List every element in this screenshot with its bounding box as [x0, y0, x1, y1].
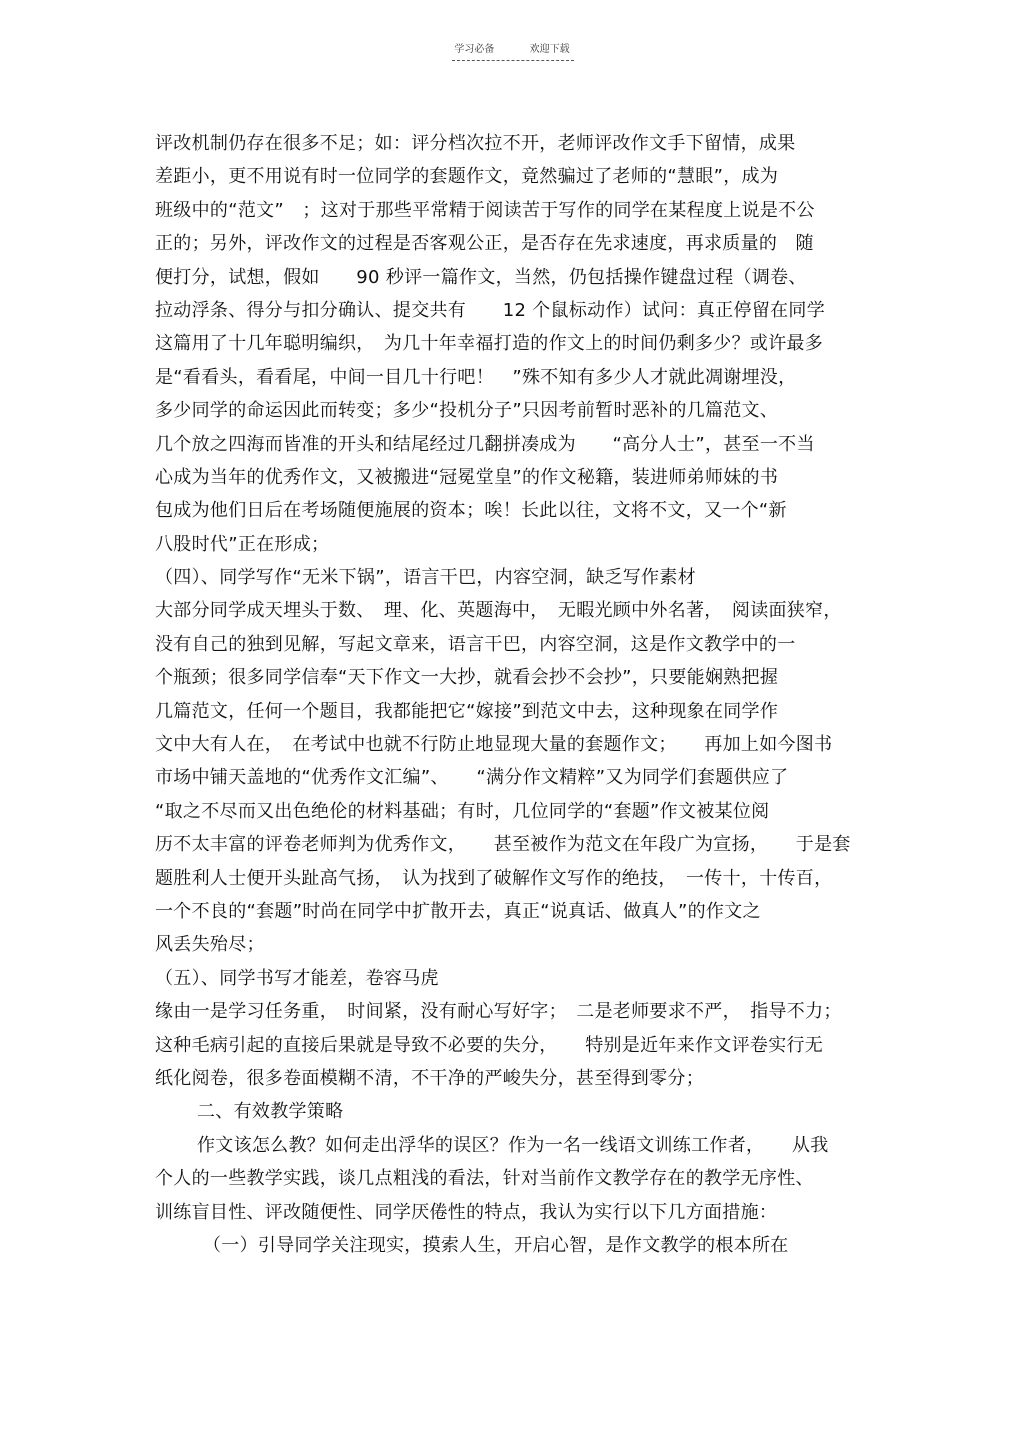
page-header: [0, 40, 1024, 55]
document-body: [155, 127, 875, 1262]
text-line: 历不太丰富的评卷老师判为优秀作文， 甚至被作为范文在年段广为宣扬， 于是套: [155, 834, 851, 856]
text-line: 作文该怎么教？如何走出浮华的误区？作为一名一线语文训练工作者， 从我: [197, 1134, 829, 1156]
text-line: 市场中铺天盖地的“优秀作文汇编”、 “满分作文精粹”又为同学们套题供应了: [155, 767, 789, 789]
text-line: 文中大有人在， 在考试中也就不行防止地显现大量的套题作文； 再加上如今图书: [155, 734, 833, 756]
text-line: 班级中的“范文” ；这对于那些平常精于阅读苦于写作的同学在某程度上说是不公: [155, 199, 815, 221]
text-line: 题胜利人士便开头趾高气扬， 认为找到了破解作文写作的绝技， 一传十，十传百，: [155, 867, 833, 889]
section-heading: （四）、同学写作“无米下锅”，语言干巴，内容空洞，缺乏写作素材: [155, 567, 696, 589]
text-line: 缘由一是学习任务重， 时间紧，没有耐心写好字； 二是老师要求不严， 指导不力；: [155, 1001, 842, 1023]
text-line: 一个不良的“套题”时尚在同学中扩散开去，真正“说真话、做真人”的作文之: [155, 900, 761, 922]
text-line: 心成为当年的优秀作文，又被搬进“冠冕堂皇”的作文秘籍，装进师弟师妹的书: [155, 466, 779, 488]
section-heading: （一）引导同学关注现实，摸索人生，开启心智，是作文教学的根本所在: [203, 1234, 789, 1256]
text-line: 评改机制仍存在很多不足；如：评分档次拉不开，老师评改作文手下留情，成果: [155, 133, 796, 154]
text-line: 便打分，试想，假如 90 秒评一篇作文，当然，仍包括操作键盘过程（调卷、: [155, 266, 807, 288]
text-line: 多少同学的命运因此而转变；多少“投机分子”只因考前暂时恶补的几篇范文、: [155, 400, 779, 422]
text-line: 正的；另外，评改作文的过程是否客观公正，是否存在先求速度，再求质量的 随: [155, 233, 814, 255]
text-line: 几篇范文，任何一个题目，我都能把它“嫁接”到范文中去，这种现象在同学作: [155, 700, 779, 722]
text-line: 拉动浮条、得分与扣分确认、提交共有 12 个鼠标动作）试问：真正停留在同学: [155, 299, 826, 321]
text-line: 大部分同学成天埋头于数、 理、化、英题海中， 无暇光顾中外名著， 阅读面狭窄，: [155, 600, 842, 622]
text-line: 这篇用了十几年聪明编织， 为几十年幸福打造的作文上的时间仍剩多少？或许最多: [155, 333, 824, 355]
text-line: 训练盲目性、评改随便性、同学厌倦性的特点，我认为实行以下几方面措施：: [155, 1201, 778, 1223]
section-heading: 二、有效教学策略: [197, 1101, 344, 1123]
text-line: 风丢失殆尽；: [155, 934, 265, 956]
text-line: 没有自己的独到见解，写起文章来，语言干巴，内容空洞，这是作文教学中的一: [155, 633, 796, 655]
text-line: 是“看看头，看看尾，中间一目几十行吧！ ”殊不知有多少人才就此凋谢埋没，: [155, 366, 797, 388]
text-line: “取之不尽而又出色绝伦的材料基础；有时，几位同学的“套题”作文被某位阅: [155, 800, 770, 822]
text-line: 包成为他们日后在考场随便施展的资本；唉！长此以往，文将不文，又一个“新: [155, 500, 787, 522]
header-divider: [452, 60, 574, 61]
text-line: 差距小，更不用说有时一位同学的套题作文，竟然骗过了老师的“慧眼”，成为: [155, 166, 779, 188]
text-line: 个瓶颈；很多同学信奉“天下作文一大抄，就看会抄不会抄”，只要能娴熟把握: [155, 667, 779, 689]
text-line: 这种毛病引起的直接后果就是导致不必要的失分， 特别是近年来作文评卷实行无: [155, 1034, 824, 1056]
text-line: 纸化阅卷，很多卷面模糊不清，不干净的严峻失分，甚至得到零分；: [155, 1067, 704, 1089]
text-line: 八股时代”正在形成；: [155, 533, 330, 555]
header-left-text: 学习必备: [454, 44, 495, 55]
text-line: 个人的一些教学实践，谈几点粗浅的看法，针对当前作文教学存在的教学无序性、: [155, 1168, 814, 1190]
text-line: 几个放之四海而皆准的开头和结尾经过几翻拼凑成为 “高分人士”，甚至一不当: [155, 433, 815, 455]
header-right-text: 欢迎下载: [529, 44, 570, 55]
section-heading: （五）、同学书写才能差，卷容马虎: [155, 967, 439, 989]
